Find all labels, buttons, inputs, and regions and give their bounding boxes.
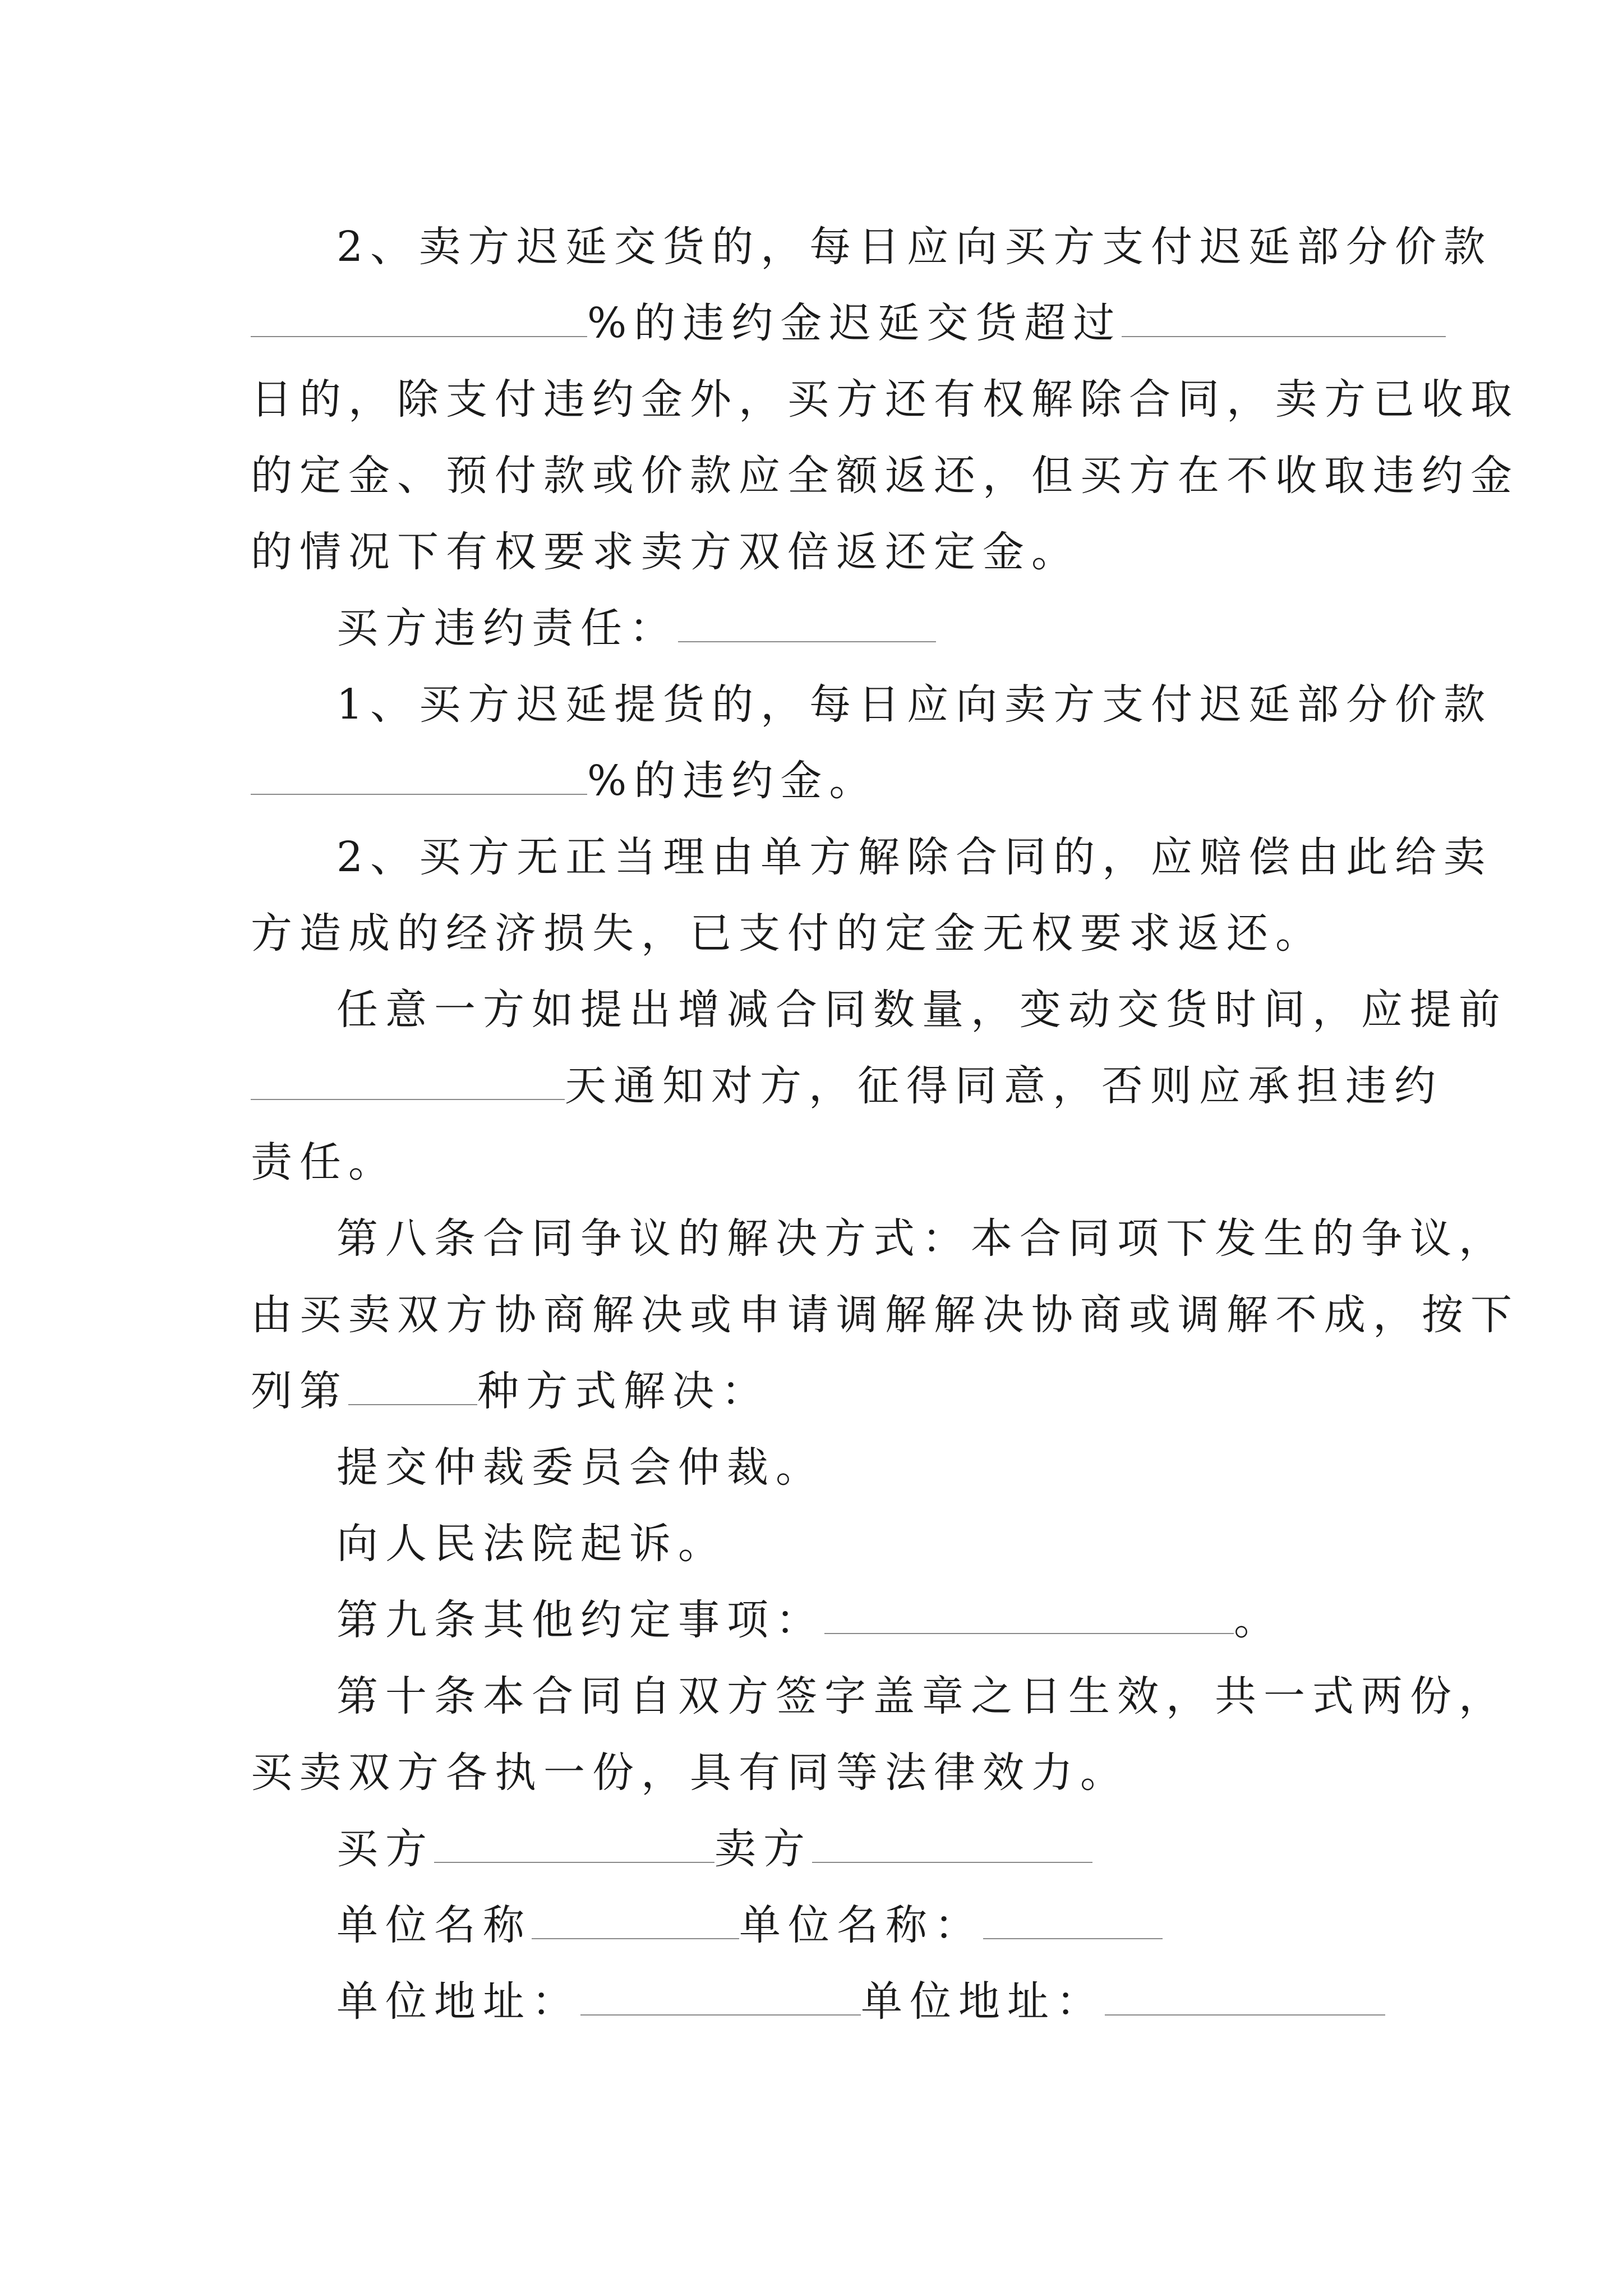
clause-change-notice-line-2 [251, 1048, 1443, 1124]
text-span: 的情况下有权要求卖方双倍返还定金。 [251, 528, 1080, 576]
text-span: %的违约金。 [587, 757, 878, 805]
text-span: 第九条其他约定事项： [336, 1596, 824, 1644]
clause-seller-delay-line-2 [251, 285, 1446, 361]
dispute-option-court [336, 1506, 727, 1582]
text-span: 买卖双方各执一份，具有同等法律效力。 [251, 1749, 1129, 1797]
fill-blank [1122, 302, 1446, 337]
article-eight-line-1 [336, 1200, 1507, 1277]
text-span: 1、买方迟延提货的，每日应向卖方支付迟延部分价款 [336, 680, 1493, 729]
text-span: 第十条本合同自双方签字盖章之日生效，共一式两份， [336, 1672, 1507, 1720]
seller-unit-address-label: 单位地址： [861, 1977, 1105, 2026]
text-span: 的定金、预付款或价款应全额返还，但买方在不收取违约金 [251, 452, 1519, 500]
clause-buyer-delay-line-2 [251, 743, 878, 819]
fill-blank [251, 760, 587, 795]
buyer-signature-blank [434, 1828, 714, 1863]
clause-seller-delay-line-1 [336, 209, 1492, 285]
article-ten-line-2 [251, 1734, 1129, 1811]
text-span: 日的，除支付违约金外，买方还有权解除合同，卖方已收取 [251, 375, 1519, 424]
text-span: 2、卖方迟延交货的，每日应向买方支付迟延部分价款 [336, 223, 1493, 271]
buyer-unit-address-label: 单位地址： [336, 1977, 580, 2026]
text-span: 方造成的经济损失，已支付的定金无权要求返还。 [251, 909, 1324, 958]
text-span: 向人民法院起诉。 [336, 1520, 727, 1568]
article-ten-line-1 [336, 1658, 1507, 1734]
text-span: %的违约金迟延交货超过 [587, 299, 1122, 347]
seller-label: 卖方 [714, 1825, 812, 1873]
buyer-unit-address-blank [580, 1981, 861, 2016]
text-span: 天通知对方，征得同意，否则应承担违约 [565, 1062, 1443, 1110]
clause-seller-delay-line-3 [251, 361, 1519, 438]
clause-buyer-delay-line-1 [336, 666, 1492, 743]
signature-parties-line [336, 1811, 1092, 1887]
seller-unit-name-label: 单位名称： [739, 1901, 983, 1949]
text-span: 第八条合同争议的解决方式：本合同项下发生的争议， [336, 1214, 1507, 1263]
buyer-liability-heading [336, 590, 936, 666]
dispute-option-arbitration [336, 1429, 824, 1506]
seller-signature-blank [812, 1828, 1092, 1863]
fill-blank [251, 1065, 565, 1100]
text-span: 列第 [251, 1367, 348, 1415]
text-span: 2、买方无正当理由单方解除合同的，应赔偿由此给卖 [336, 833, 1493, 881]
text-span: 责任。 [251, 1138, 397, 1186]
fill-blank [348, 1370, 477, 1405]
text-span: 由买卖双方协商解决或申请调解解决协商或调解不成，按下 [251, 1291, 1519, 1339]
clause-buyer-termination-line-2 [251, 895, 1324, 972]
clause-seller-delay-line-4 [251, 438, 1519, 514]
seller-unit-address-blank [1105, 1981, 1385, 2016]
text-span: 提交仲裁委员会仲裁。 [336, 1443, 824, 1492]
text-span: 买方违约责任： [336, 604, 678, 652]
article-eight-line-3 [251, 1353, 770, 1429]
article-eight-line-2 [251, 1277, 1519, 1353]
seller-unit-name-blank [983, 1904, 1163, 1939]
clause-change-notice-line-1 [336, 972, 1507, 1048]
buyer-unit-name-blank [532, 1904, 739, 1939]
text-span: 任意一方如提出增减合同数量，变动交货时间，应提前 [336, 986, 1507, 1034]
buyer-unit-name-label: 单位名称 [336, 1901, 532, 1949]
clause-change-notice-line-3 [251, 1124, 397, 1200]
text-span: 。 [1234, 1596, 1283, 1644]
fill-blank [824, 1599, 1234, 1634]
clause-seller-delay-line-5 [251, 514, 1080, 590]
signature-unit-name-line [336, 1887, 1163, 1963]
article-nine [336, 1582, 1283, 1658]
clause-buyer-termination-line-1 [336, 819, 1492, 895]
fill-blank [678, 608, 936, 642]
fill-blank [251, 302, 587, 337]
buyer-label: 买方 [336, 1825, 434, 1873]
text-span: 种方式解决： [477, 1367, 770, 1415]
signature-unit-address-line [336, 1963, 1385, 2040]
